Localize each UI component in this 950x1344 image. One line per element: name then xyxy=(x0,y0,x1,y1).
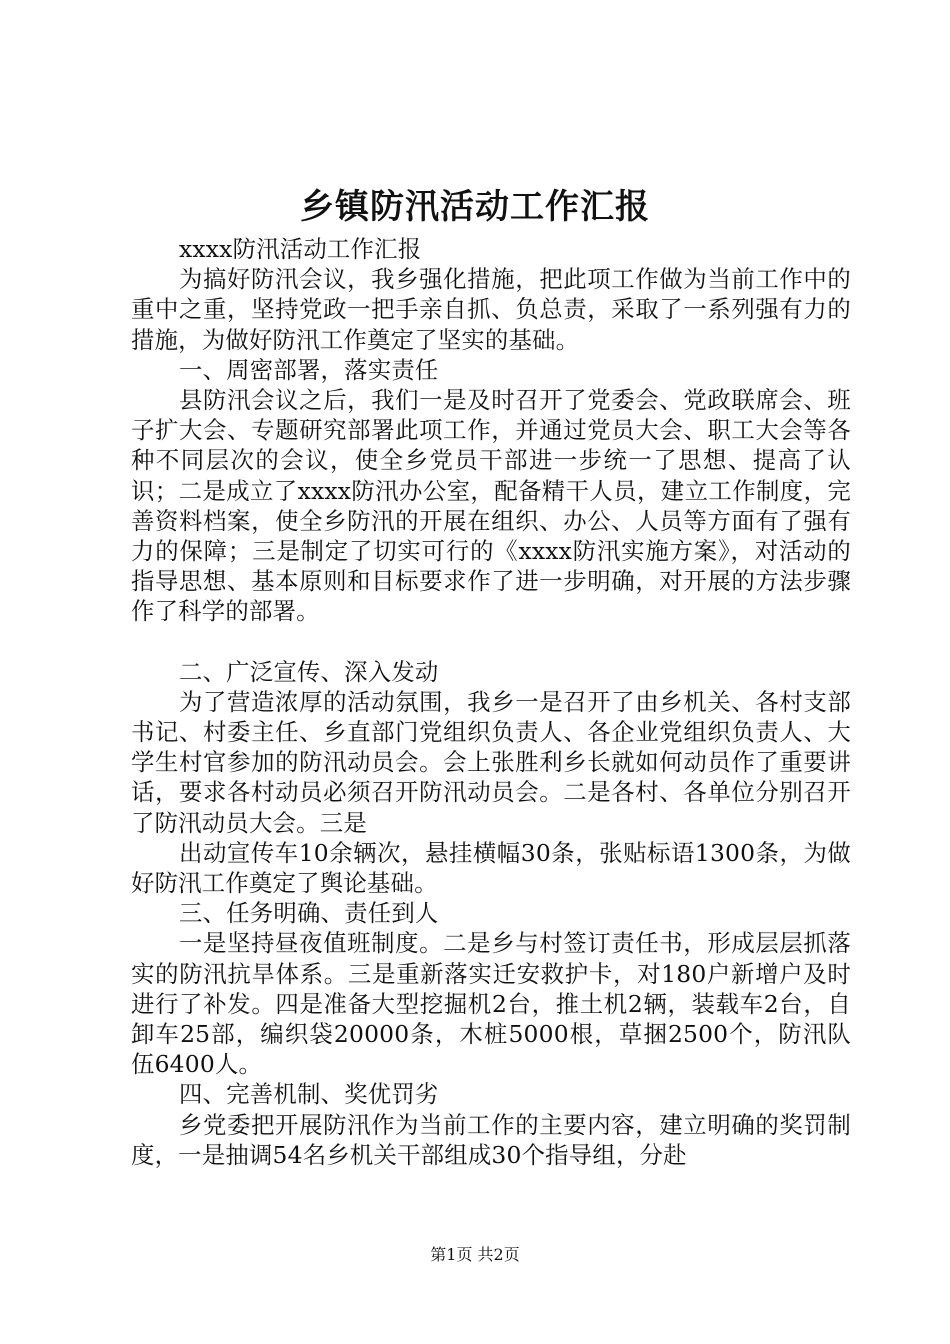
section-paragraph-1: 县防汛会议之后，我们一是及时召开了党委会、党政联席会、班子扩大会、专题研究部署此项工作，并通过党员大会、职工大会等各种不同层次的会议，使全乡党员干部进一步统一了思想、提高了认识；二是成立了xxxx防汛办公室，配备精干人员，建立工作制度，完善资料档案，使全乡防汛的开展在组织、办公、人员等方面有了强有力的保障；三是制定了切实可行的《xxxx防汛实施方案》，对活动的指导思想、基本原则和目标要求作了进一步明确，对开展的方法步骤作了科学的部署。 xyxy=(131,386,851,626)
section-paragraph-2: 为了营造浓厚的活动氛围，我乡一是召开了由乡机关、各村支部书记、村委主任、乡直部门党组织负责人、各企业党组织负责人、大学生村官参加的防汛动员会。会上张胜利乡长就如何动员作了重要讲话，要求各村动员必须召开防汛动员会。二是各村、各单位分别召开了防汛动员大会。三是 xyxy=(131,687,851,837)
document-title: 乡镇防汛活动工作汇报 xyxy=(300,187,650,227)
paragraph-spacer xyxy=(131,627,851,657)
intro-paragraph: 为搞好防汛会议，我乡强化措施，把此项工作做为当前工作中的重中之重，坚持党政一把手亲自抓、负总责，采取了一系列强有力的措施，为做好防汛工作奠定了坚实的基础。 xyxy=(131,265,851,354)
section-heading-3: 三、任务明确、责任到人 xyxy=(179,899,439,928)
document-body xyxy=(131,234,851,1170)
section-paragraph-3: 一是坚持昼夜值班制度。二是乡与村签订责任书，形成层层抓落实的防汛抗旱体系。三是重新落实迁安救护卡，对180户新增户及时进行了补发。四是准备大型挖掘机2台，推土机2辆，装载车2台，自卸车25部，编织袋20000条，木桩5000根，草捆2500个，防汛队伍6400人。 xyxy=(131,929,851,1079)
page-footer: 第1页 共2页 xyxy=(430,1245,520,1264)
section-heading-1: 一、周密部署，落实责任 xyxy=(179,355,439,384)
report-subtitle: xxxx防汛活动工作汇报 xyxy=(179,235,422,263)
section-heading-2: 二、广泛宣传、深入发动 xyxy=(179,657,439,686)
section-paragraph-4: 乡党委把开展防汛作为当前工作的主要内容，建立明确的奖罚制度，一是抽调54名乡机关干部组成30个指导组，分赴 xyxy=(131,1110,851,1169)
section-heading-4: 四、完善机制、奖优罚劣 xyxy=(179,1080,439,1109)
section-paragraph-2b: 出动宣传车10余辆次，悬挂横幅30条，张贴标语1300条，为做好防汛工作奠定了舆论基础。 xyxy=(131,838,851,898)
